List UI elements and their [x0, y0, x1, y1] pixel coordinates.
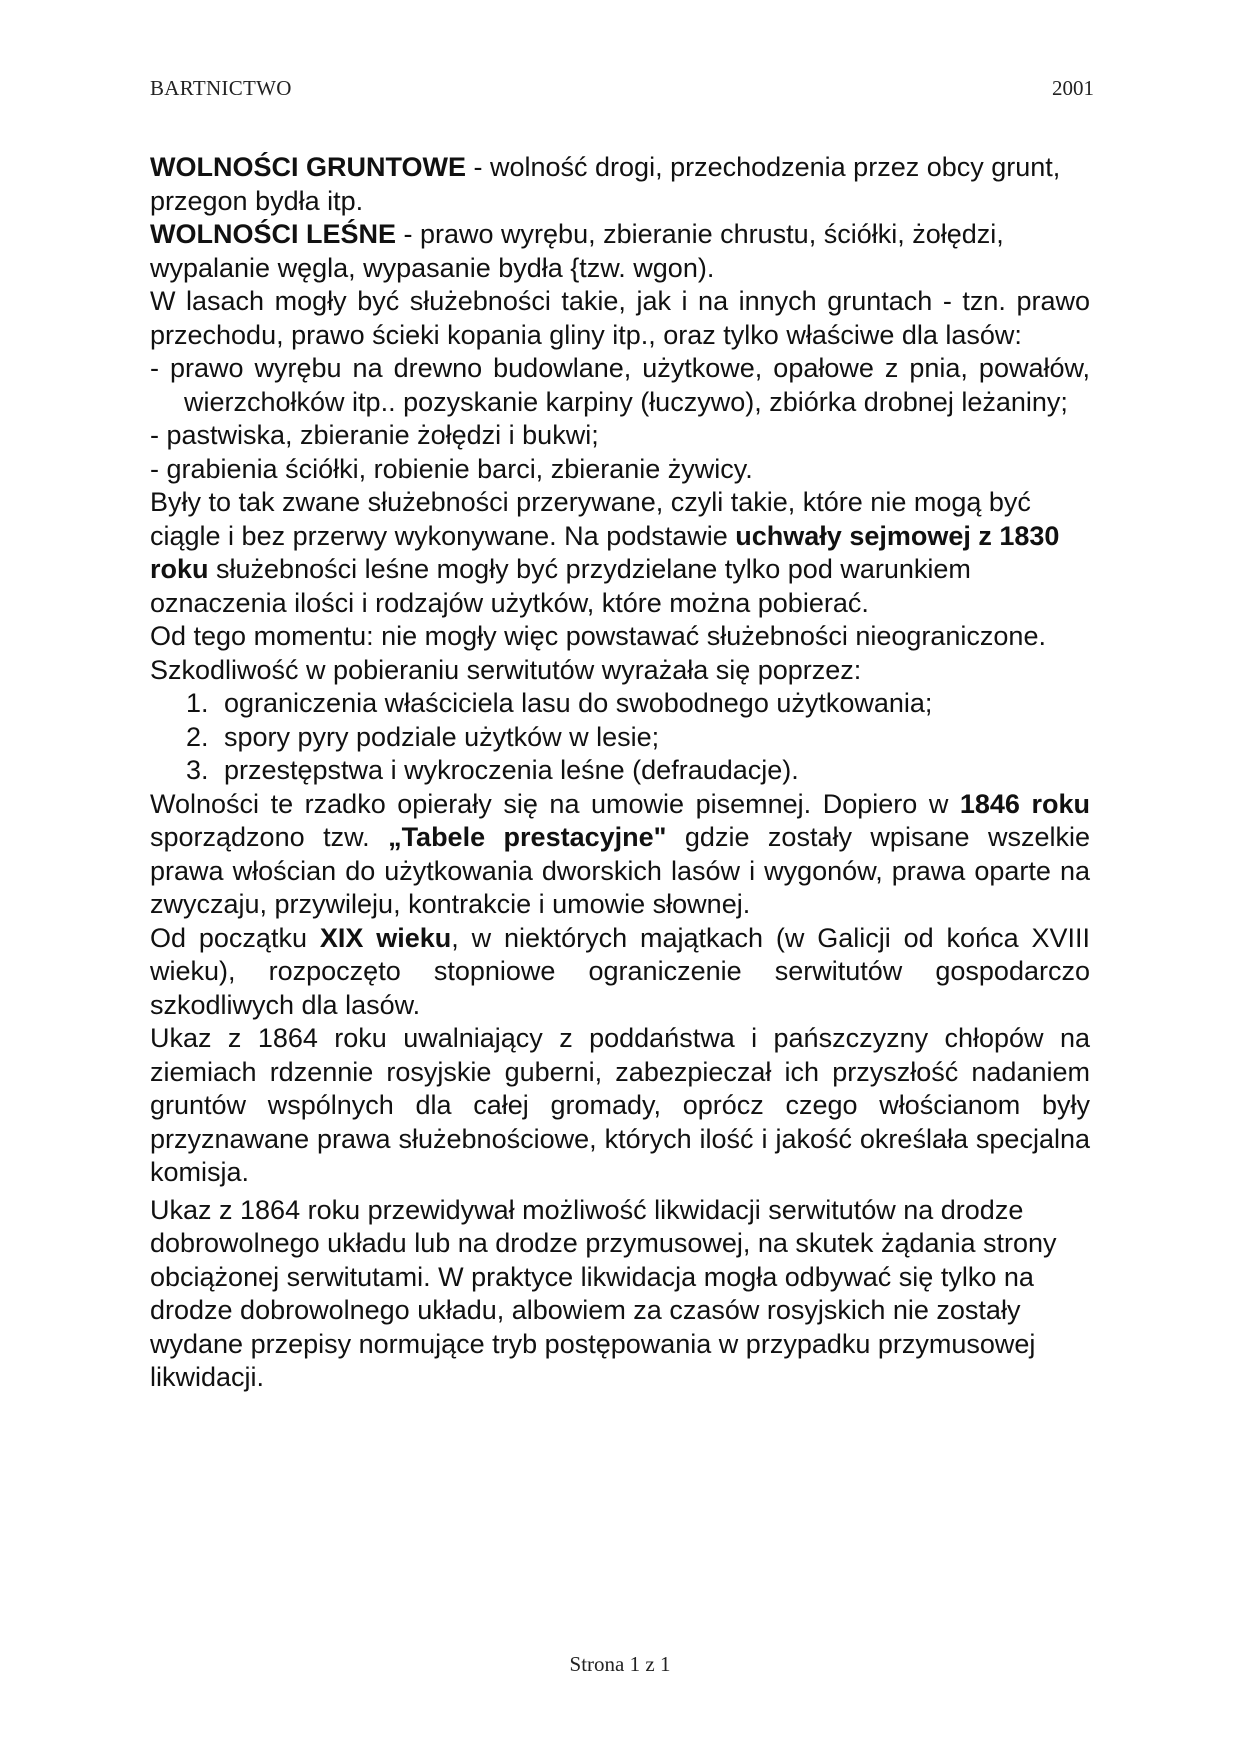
list-text: spory pyry podziale użytków w lesie; [224, 721, 660, 752]
list-item: - grabienia ściółki, robienie barci, zbieranie żywicy. [150, 453, 753, 484]
paragraph-od-tego-momentu: Od tego momentu: nie mogły więc powstawać służebności nieograniczone. [150, 621, 1046, 651]
paragraph-text: służebności leśne mogły być przydzielane tylko pod warunkiem oznaczenia ilości i rodzajów użytków, które można pobierać. [150, 554, 971, 618]
list-number: 2. [186, 721, 209, 752]
term-wolnosci-gruntowe: WOLNOŚCI GRUNTOWE [150, 152, 466, 182]
paragraph-szkodliwosc: Szkodliwość w pobieraniu serwitutów wyrażała się poprzez: [150, 654, 862, 685]
paragraph-tabele-prestacyjne [150, 788, 1090, 922]
list-item [150, 687, 1090, 721]
list-number: 1. [186, 688, 209, 718]
term-uchwala-sejmowa: uchwały sejmowej z 1830 roku [150, 520, 1060, 584]
paragraph-ukaz-1864-b: Ukaz z 1864 roku przewidywał możliwość likwidacji serwitutów na drodze dobrowolnego układu lub na drodze przymusowej, na skutek żądania strony obciążonej serwitutami. W praktyce likwidacja mogła odbywać się tylko na drodze dobrowolnego układu, albowiem za czasów rosyjskich nie zostały wydane przepisy normujące tryb postępowania w przypadku przymusowej likwidacji. [150, 1194, 1057, 1392]
document-body [150, 151, 1090, 1395]
term-tabele-prestacyjne: „Tabele prestacyjne" [388, 822, 667, 852]
paragraph-text: Wolności te rzadko opierały się na umowie pisemnej. Dopiero w [150, 788, 960, 819]
paragraph-text: , w niektórych majątkach (w Galicji od końca XVIII wieku), rozpoczęto stopniowe ograniczenie serwitutów gospodarczo szkodliwych dla lasów. [150, 922, 1090, 1020]
paragraph-text: sporządzono tzw. [150, 822, 389, 852]
list-text: ograniczenia właściciela lasu do swobodnego użytkowania; [224, 688, 933, 718]
paragraph-text: Były to tak zwane służebności przerywane, czyli takie, które nie mogą być ciągle i bez przerwy wykonywane. Na podstawie [150, 487, 1031, 551]
header-title: BARTNICTWO [150, 76, 292, 100]
term-1846-roku: 1846 roku [959, 788, 1091, 819]
list-item: - prawo wyrębu na drewno budowlane, użytkowe, opałowe z pnia, powałów, wierzchołków itp.. pozyskanie karpiny (łuczywo), zbiórka drobnej leżaniny; [150, 353, 1090, 417]
paragraph-wolnosci-lesne [150, 218, 1090, 285]
paragraph-text: - prawo wyrębu, zbieranie chrustu, ściółki, żołędzi, wypalanie węgla, wypasanie bydła {tzw. wgon). [150, 219, 1004, 283]
header-year: 2001 [1052, 76, 1094, 100]
list-item [150, 754, 1090, 788]
bullet-list [150, 352, 1090, 486]
term-wolnosci-lesne: WOLNOŚCI LEŚNE [150, 219, 397, 249]
list-text: przestępstwa i wykroczenia leśne (defraudacje). [224, 755, 799, 785]
paragraph-xix-wiek [150, 922, 1090, 1023]
paragraph-sluzebnosci: W lasach mogły być służebności takie, jak i na innych gruntach - tzn. prawo przechodu, prawo ścieki kopania gliny itp., oraz tylko właściwe dla lasów: [150, 286, 1090, 350]
list-item: - pastwiska, zbieranie żołędzi i bukwi; [150, 420, 599, 450]
paragraph-text: - wolność drogi, przechodzenia przez obcy grunt, przegon bydła itp. [150, 152, 1061, 216]
numbered-list [150, 687, 1090, 788]
paragraph-text: gdzie zostały wpisane wszelkie prawa włościan do użytkowania dworskich lasów i wygonów, prawa oparte na zwyczaju, przywileju, kontrakcie i umowie słownej. [150, 822, 1090, 919]
list-number: 3. [186, 755, 209, 785]
paragraph-wolnosci-gruntowe [150, 151, 1090, 218]
paragraph-text: Od początku [150, 922, 320, 953]
paragraph-ukaz-1864-a: Ukaz z 1864 roku uwalniający z poddaństwa i pańszczyzny chłopów na ziemiach rdzennie rosyjskie guberni, zabezpieczał ich przyszłość nadaniem gruntów wspólnych dla całej gromady, oprócz czego włościanom były przyznawane prawa służebnościowe, których ilość i jakość określała specjalna komisja. [150, 1023, 1090, 1187]
page-header [150, 76, 1094, 106]
page-footer: Strona 1 z 1 [569, 1652, 671, 1676]
paragraph-przerywane [150, 486, 1090, 620]
list-item [150, 721, 1090, 755]
term-xix-wieku: XIX wieku [319, 922, 452, 953]
